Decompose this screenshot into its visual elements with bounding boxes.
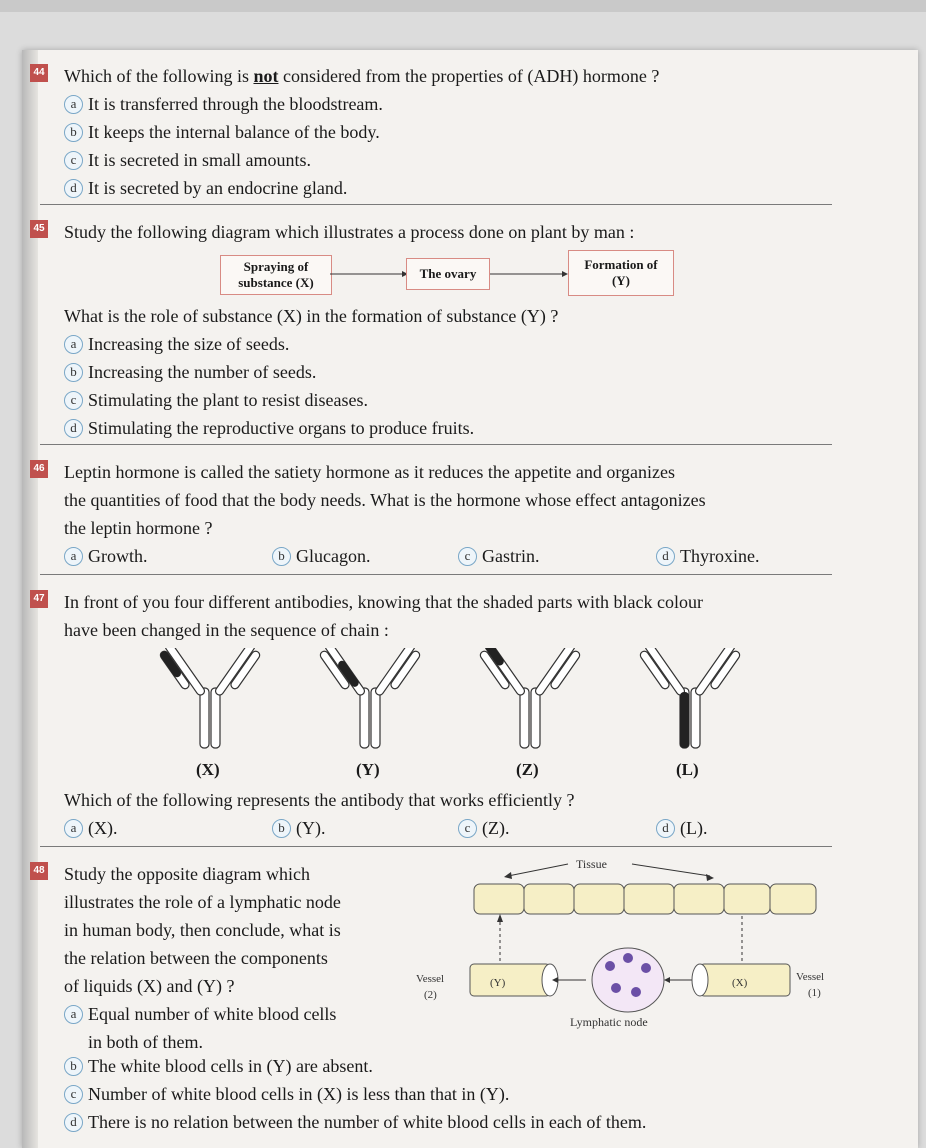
option-48-b[interactable] xyxy=(64,1052,830,1080)
separator xyxy=(40,204,832,205)
option-text-continuation: in both of them. xyxy=(88,1032,203,1052)
option-text: Increasing the number of seeds. xyxy=(88,362,317,382)
option-text: Stimulating the reproductive organs to produce fruits. xyxy=(88,418,475,438)
option-letter: b xyxy=(272,819,291,838)
question-number-45: 45 xyxy=(30,220,48,238)
option-46-c[interactable] xyxy=(458,542,656,570)
question-44-text xyxy=(64,62,830,90)
option-letter: a xyxy=(64,95,83,114)
option-text: Increasing the size of seeds. xyxy=(88,334,290,354)
option-letter: a xyxy=(64,1005,83,1024)
question-47-part2 xyxy=(40,786,830,842)
question-47-subquestion: Which of the following represents the antibody that works efficiently ? xyxy=(64,790,575,810)
antibody-x xyxy=(157,648,264,748)
option-text: It keeps the internal balance of the body. xyxy=(88,122,380,142)
option-45-d[interactable] xyxy=(64,414,830,442)
option-text: (Z). xyxy=(482,818,510,838)
question-48-line: the relation between the components xyxy=(64,948,328,968)
vessel-2-y-label: (Y) xyxy=(490,977,506,989)
option-44-a[interactable] xyxy=(64,90,830,118)
option-46-b[interactable] xyxy=(272,542,458,570)
question-45 xyxy=(33,218,830,246)
question-46-line1: Leptin hormone is called the satiety hormone as it reduces the appetite and organizes xyxy=(64,462,675,482)
option-45-c[interactable] xyxy=(64,386,830,414)
question-number-46: 46 xyxy=(30,460,48,478)
option-letter: d xyxy=(64,1113,83,1132)
antibodies-figure xyxy=(120,648,800,760)
options-46 xyxy=(64,542,830,570)
antibody-label-z: (Z) xyxy=(516,760,539,779)
option-48-a[interactable] xyxy=(40,1000,400,1056)
question-47-line2: have been changed in the sequence of chain : xyxy=(64,620,389,640)
separator xyxy=(40,444,832,445)
box-line: Formation of xyxy=(584,257,658,272)
option-45-b[interactable] xyxy=(64,358,830,386)
question-45-subquestion: What is the role of substance (X) in the formation of substance (Y) ? xyxy=(64,306,559,326)
box-line: Spraying of xyxy=(243,259,309,274)
option-letter: b xyxy=(64,1057,83,1076)
option-text: Gastrin. xyxy=(482,546,540,566)
option-46-a[interactable] xyxy=(64,542,272,570)
diagram-box-spraying xyxy=(220,255,332,295)
option-letter: b xyxy=(64,363,83,382)
tissue-cells xyxy=(474,884,816,914)
question-46-line2: the quantities of food that the body needs. What is the hormone whose effect antagonizes xyxy=(64,490,706,510)
question-45-part2 xyxy=(40,302,830,442)
option-text: There is no relation between the number of white blood cells in each of them. xyxy=(88,1112,647,1132)
option-text: Glucagon. xyxy=(296,546,371,566)
option-47-a[interactable] xyxy=(64,814,272,842)
vessel-2-number: (2) xyxy=(424,989,437,1001)
option-47-c[interactable] xyxy=(458,814,656,842)
question-48 xyxy=(33,860,400,1056)
option-text: (L). xyxy=(680,818,708,838)
option-text: Equal number of white blood cells xyxy=(88,1004,337,1024)
viewer-top-bar xyxy=(0,0,926,12)
option-46-d[interactable] xyxy=(656,542,759,570)
option-47-b[interactable] xyxy=(272,814,458,842)
tissue-label: Tissue xyxy=(576,857,607,871)
vessel-1-number: (1) xyxy=(808,987,821,999)
question-44-emphasis: not xyxy=(253,66,279,86)
option-letter: c xyxy=(64,1085,83,1104)
option-text: It is transferred through the bloodstream. xyxy=(88,94,383,114)
option-letter: b xyxy=(64,123,83,142)
question-46 xyxy=(33,458,830,570)
separator xyxy=(40,846,832,847)
option-letter: a xyxy=(64,335,83,354)
option-letter: d xyxy=(64,179,83,198)
question-number-48: 48 xyxy=(30,862,48,880)
question-number-44: 44 xyxy=(30,64,48,82)
option-48-d[interactable] xyxy=(64,1108,830,1136)
question-47 xyxy=(33,588,830,644)
lymphatic-node-label: Lymphatic node xyxy=(570,1015,648,1029)
question-44-text-post: considered from the properties of (ADH) hormone ? xyxy=(278,66,660,86)
antibody-label-y: (Y) xyxy=(356,760,380,779)
question-48-line: of liquids (X) and (Y) ? xyxy=(64,976,235,996)
options-47 xyxy=(64,814,830,842)
option-letter: b xyxy=(272,547,291,566)
antibody-l xyxy=(637,648,744,748)
antibody-label-x: (X) xyxy=(196,760,220,779)
question-44-text-pre: Which of the following is xyxy=(64,66,254,86)
option-44-b[interactable] xyxy=(64,118,830,146)
vessel-1-x-label: (X) xyxy=(732,977,748,989)
box-line: (Y) xyxy=(611,273,631,288)
question-number-47: 47 xyxy=(30,590,48,608)
question-48-line: illustrates the role of a lymphatic node xyxy=(64,892,341,912)
option-text: Thyroxine. xyxy=(680,546,760,566)
option-letter: c xyxy=(64,151,83,170)
option-text: Number of white blood cells in (X) is less than that in (Y). xyxy=(88,1084,510,1104)
separator xyxy=(40,574,832,575)
question-48-line: in human body, then conclude, what is xyxy=(64,920,341,940)
option-letter: d xyxy=(64,419,83,438)
question-45-text: Study the following diagram which illustrates a process done on plant by man : xyxy=(64,222,635,242)
option-text: Stimulating the plant to resist diseases. xyxy=(88,390,368,410)
question-47-line1: In front of you four different antibodies, knowing that the shaded parts with black colour xyxy=(64,592,704,612)
option-45-a[interactable] xyxy=(64,330,830,358)
option-47-d[interactable] xyxy=(656,814,707,842)
lymphatic-diagram xyxy=(400,852,840,1042)
option-text: The white blood cells in (Y) are absent. xyxy=(88,1056,373,1076)
option-48-c[interactable] xyxy=(64,1080,830,1108)
antibody-label-l: (L) xyxy=(676,760,699,779)
option-text: Growth. xyxy=(88,546,148,566)
option-text: (X). xyxy=(88,818,118,838)
option-text: It is secreted in small amounts. xyxy=(88,150,311,170)
option-letter: c xyxy=(64,391,83,410)
diagram-box-ovary: The ovary xyxy=(406,258,490,290)
question-46-line3: the leptin hormone ? xyxy=(64,518,213,538)
option-letter: a xyxy=(64,547,83,566)
box-line: substance (X) xyxy=(238,275,314,290)
option-text: It is secreted by an endocrine gland. xyxy=(88,178,348,198)
diagram-box-formation xyxy=(568,250,674,296)
option-letter: c xyxy=(458,819,477,838)
question-48-line: Study the opposite diagram which xyxy=(64,864,310,884)
option-letter: d xyxy=(656,547,675,566)
question-44 xyxy=(33,62,830,202)
option-text: (Y). xyxy=(296,818,326,838)
antibody-z xyxy=(477,648,584,748)
question-48-options xyxy=(40,1052,830,1136)
option-44-c[interactable] xyxy=(64,146,830,174)
option-44-d[interactable] xyxy=(64,174,830,202)
option-letter: a xyxy=(64,819,83,838)
option-letter: c xyxy=(458,547,477,566)
vessel-2-label: Vessel xyxy=(416,973,445,985)
option-letter: d xyxy=(656,819,675,838)
vessel-1-label: Vessel xyxy=(796,971,825,983)
antibody-y xyxy=(317,648,424,748)
